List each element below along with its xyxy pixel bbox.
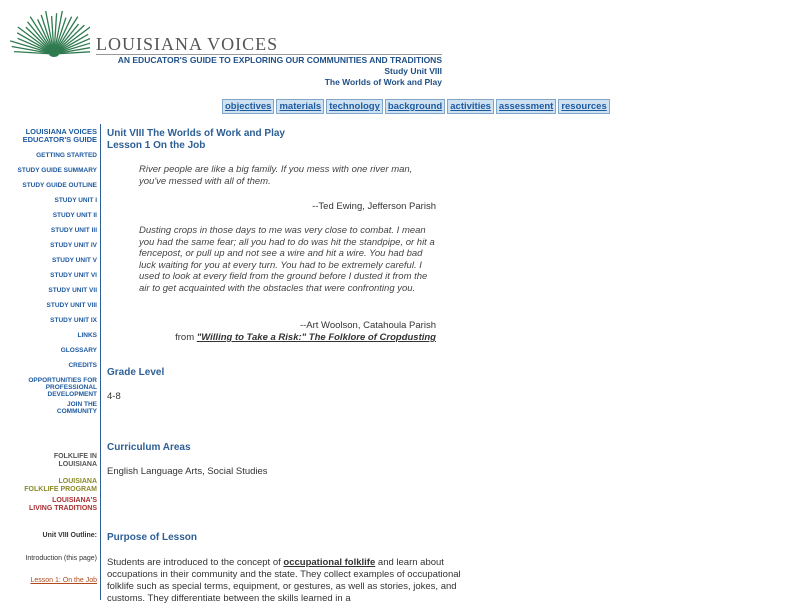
grade-level-heading: Grade Level: [107, 367, 165, 378]
unit-label: Study Unit VIII: [384, 66, 442, 76]
sidebar-title-line2: EDUCATOR'S GUIDE: [22, 135, 97, 144]
source-prefix: from: [175, 332, 197, 343]
source-citation: [139, 332, 436, 343]
sidebar-item-unit-2[interactable]: STUDY UNIT II: [52, 212, 97, 219]
site-title[interactable]: LOUISIANA VOICES: [96, 34, 279, 54]
guide-tagline: AN EDUCATOR'S GUIDE TO EXPLORING OUR COMMUNITIES AND TRADITIONS: [117, 55, 442, 65]
quote-river-people: River people are like a big family. If you mess with one river man, you've messed with all of them.: [139, 164, 413, 187]
sidebar-item-glossary[interactable]: GLOSSARY: [60, 347, 97, 354]
sidebar-item-unit-4[interactable]: STUDY UNIT IV: [50, 242, 97, 249]
palmetto-logo-icon: [10, 6, 90, 58]
sidebar-item-outline[interactable]: STUDY GUIDE OUTLINE: [22, 182, 97, 189]
partner-program-line1: LOUISIANA: [58, 478, 97, 485]
opportunities-line3: DEVELOPMENT: [47, 391, 97, 398]
join-line1: JOIN THE: [67, 401, 97, 408]
sidebar-item-opportunities[interactable]: [0, 377, 97, 398]
partner-folklife-in-louisiana[interactable]: [0, 453, 97, 468]
opportunities-line1: OPPORTUNITIES FOR: [28, 377, 97, 384]
tab-technology[interactable]: technology: [326, 99, 383, 114]
purpose-pre: Students are introduced to the concept of: [107, 557, 284, 568]
purpose-text: [107, 557, 472, 605]
sidebar-item-unit-3[interactable]: STUDY UNIT III: [50, 227, 97, 234]
quote-cropdusting: Dusting crops in those days to me was very close to combat. I mean you had the same fear; all you had to do was hit the standpipe, or hit a fencepost, or pull up and not see a wire and hit a wire. You had bad luck waiting for you at every turn. You had to be extremely careful. I used to look at every field from the ground before I dusted it from the air to get acquainted with the obstacles that were confronting you.: [139, 225, 435, 294]
sidebar-item-links[interactable]: LINKS: [77, 332, 97, 339]
tab-background[interactable]: background: [385, 99, 445, 114]
source-link[interactable]: "Willing to Take a Risk:" The Folklore of Cropdusting: [196, 332, 436, 343]
outline-lesson-1-link[interactable]: Lesson 1: On the Job: [30, 577, 97, 584]
partner-folklife-line2: LOUISIANA: [58, 460, 97, 468]
sidebar-item-summary[interactable]: STUDY GUIDE SUMMARY: [17, 167, 97, 174]
site-subtitle: [96, 55, 442, 88]
tab-materials[interactable]: materials: [276, 99, 324, 114]
purpose-heading: Purpose of Lesson: [107, 532, 198, 543]
quote2-attribution: --Art Woolson, Catahoula Parish: [299, 320, 436, 331]
purpose-post: and learn about occupations in their community and the state. They collect examples of occupational folklife such as special terms, equipment, or gestures, as well as stories, jokes, and customs. They differentiate between the skills learned in a: [107, 557, 461, 604]
curriculum-heading: Curriculum Areas: [107, 442, 191, 453]
sidebar-item-join[interactable]: [0, 401, 97, 415]
occupational-folklife-link[interactable]: occupational folklife: [283, 557, 376, 568]
sidebar-home-link[interactable]: [0, 128, 97, 144]
quote1-attribution: --Ted Ewing, Jefferson Parish: [312, 201, 436, 212]
site-header: [0, 0, 800, 95]
tab-resources[interactable]: resources: [558, 99, 609, 114]
partner-living-line1: LOUISIANA'S: [52, 497, 97, 504]
partner-living-traditions[interactable]: [0, 497, 97, 512]
sidebar-item-getting-started[interactable]: GETTING STARTED: [36, 152, 97, 159]
partner-folklife-program[interactable]: [0, 478, 97, 493]
partner-living-line2: LIVING TRADITIONS: [28, 504, 97, 512]
opportunities-line2: PROFESSIONAL: [45, 384, 97, 391]
lesson-tabs: [222, 99, 610, 114]
outline-introduction: Introduction (this page): [25, 555, 97, 562]
sidebar-item-unit-9[interactable]: STUDY UNIT IX: [50, 317, 97, 324]
tab-activities[interactable]: activities: [447, 99, 494, 114]
tab-objectives[interactable]: objectives: [222, 99, 274, 114]
page-title: Unit VIII The Worlds of Work and Play: [107, 128, 285, 139]
grade-level-value: 4-8: [107, 391, 121, 402]
unit-title: The Worlds of Work and Play: [324, 77, 442, 87]
sidebar-item-unit-1[interactable]: STUDY UNIT I: [54, 197, 97, 204]
sidebar-item-unit-5[interactable]: STUDY UNIT V: [51, 257, 97, 264]
partner-program-line2: FOLKLIFE PROGRAM: [24, 485, 97, 493]
unit-outline-label: Unit VIII Outline:: [42, 532, 97, 539]
sidebar-nav: [0, 128, 97, 415]
sidebar-item-credits[interactable]: CREDITS: [68, 362, 97, 369]
sidebar-item-unit-8[interactable]: STUDY UNIT VIII: [46, 302, 97, 309]
sidebar: [0, 124, 101, 600]
tab-assessment[interactable]: assessment: [496, 99, 556, 114]
sidebar-title-line1: LOUISIANA VOICES: [25, 127, 97, 136]
sidebar-item-unit-7[interactable]: STUDY UNIT VII: [48, 287, 97, 294]
join-line2: COMMUNITY: [56, 408, 97, 415]
partner-folklife-line1: FOLKLIFE IN: [53, 453, 97, 460]
curriculum-value: English Language Arts, Social Studies: [107, 466, 268, 477]
sidebar-item-unit-6[interactable]: STUDY UNIT VI: [50, 272, 97, 279]
lesson-title: Lesson 1 On the Job: [107, 140, 206, 151]
